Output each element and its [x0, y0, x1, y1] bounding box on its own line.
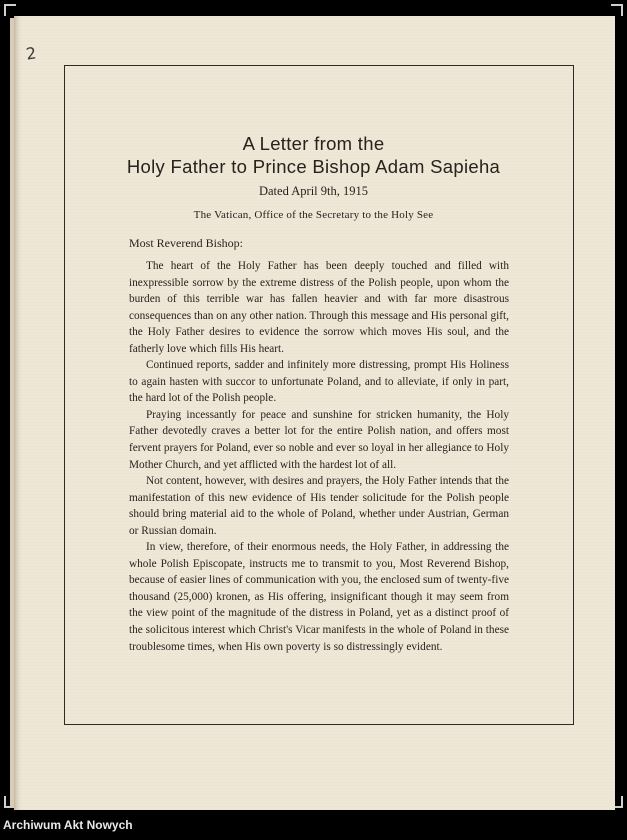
- letter-paragraph: Praying incessantly for peace and sunshine for stricken humanity, the Holy Father devotedly craves a better lot for the entire Polish nation, and offers most fervent prayers for Poland, ever so noble and ever so loyal in her allegiance to Holy Mother Church, and yet afflicted with the hardest lot of all.: [129, 408, 509, 471]
- archive-watermark-label: Archiwum Akt Nowych: [3, 818, 133, 832]
- letter-paragraph: The heart of the Holy Father has been deeply touched and filled with inexpressible sorrow by the extreme distress of the Polish people, upon whom the burden of this terrible war has fallen heavier and with far more disastrous consequences than on any other nation. Through this message and His personal gift, the Holy Father desires to evidence the sorrow which moves His soul, and the fatherly love which fills His heart.: [129, 260, 509, 355]
- scan-corner-mark: [611, 4, 623, 16]
- letter-body: [129, 258, 509, 655]
- letter-salutation: Most Reverend Bishop:: [129, 236, 243, 250]
- letter-paragraph: In view, therefore, of their enormous needs, the Holy Father, in addressing the whole Polish Episcopate, instructs me to transmit to you, Most Reverend Bishop, because of easier lines of communication with you, the enclosed sum of twenty-five thousand (25,000) kronen, as His offering, insignificant though it may seem from the view point of the magnitude of the distress in Poland, yet as a distinct proof of the solicitous interest which Christ's Vicar manifests in the whole of Poland in these troublesome times, when His own poverty is so distressingly evident.: [129, 541, 509, 653]
- handwritten-page-number: 2: [24, 43, 38, 64]
- letter-paragraph: Not content, however, with desires and prayers, the Holy Father intends that the manifestation of this new evidence of His tender solicitude for the Polish people should bring material aid to the whole of Poland, whether under Austrian, German or Russian domain.: [129, 475, 509, 537]
- archive-footer-bar: [0, 812, 627, 840]
- scan-corner-mark: [4, 4, 16, 16]
- letter-sender-office: The Vatican, Office of the Secretary to the Holy See: [193, 209, 434, 221]
- letter-date: Dated April 9th, 1915: [258, 184, 368, 198]
- letter-title-line1: A Letter from the: [242, 133, 385, 154]
- letter-paragraph: Continued reports, sadder and infinitely more distressing, prompt His Holiness to again hasten with succor to unfortunate Poland, and to alleviate, if only in part, the hard lot of the Polish people.: [129, 359, 509, 405]
- letter-title-line2: Holy Father to Prince Bishop Adam Sapieha: [126, 156, 501, 177]
